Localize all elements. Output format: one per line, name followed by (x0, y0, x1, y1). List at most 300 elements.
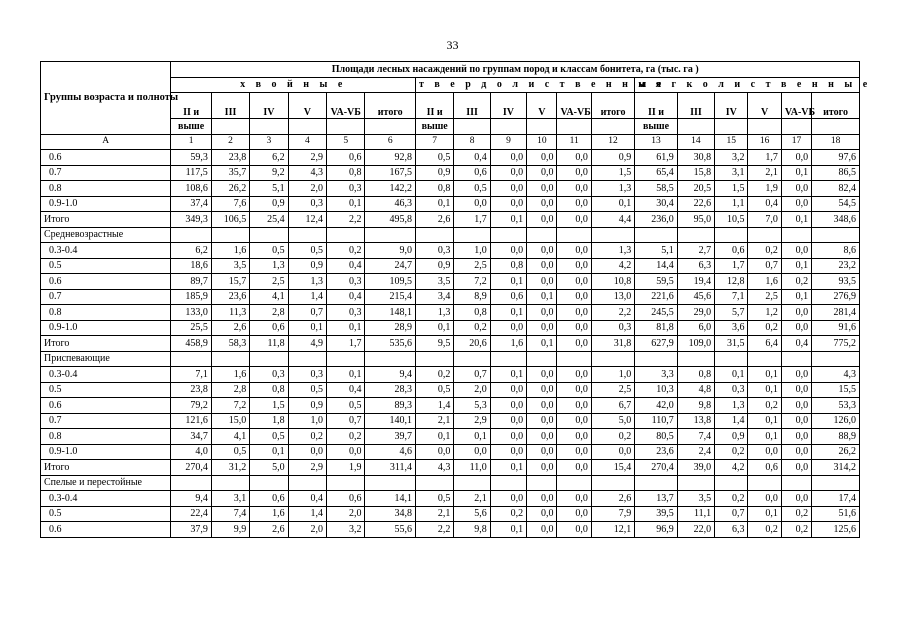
data-cell: 4,8 (677, 382, 714, 398)
data-cell: 4,1 (250, 289, 288, 305)
data-cell: 1,7 (748, 150, 781, 166)
data-cell: 5,1 (635, 243, 677, 259)
data-cell: 0,1 (490, 305, 526, 321)
class-header-cell: III (454, 93, 490, 119)
data-cell: 7,6 (211, 196, 249, 212)
data-cell: 42,0 (635, 398, 677, 414)
data-cell: 6,2 (250, 150, 288, 166)
data-cell: 7,4 (677, 429, 714, 445)
row-label: 0.8 (41, 181, 171, 197)
data-cell: 140,1 (365, 413, 416, 429)
data-cell: 0,0 (781, 491, 811, 507)
data-cell: 4,9 (288, 336, 326, 352)
data-cell: 0,0 (527, 506, 557, 522)
data-cell: 0,4 (781, 336, 811, 352)
data-cell: 0,1 (781, 289, 811, 305)
data-cell: 6,3 (715, 522, 748, 538)
column-number-cell: 3 (250, 134, 288, 150)
row-label: Итого (41, 336, 171, 352)
row-label: 0.7 (41, 413, 171, 429)
data-cell: 45,6 (677, 289, 714, 305)
data-cell: 12,1 (591, 522, 634, 538)
data-cell: 88,9 (812, 429, 860, 445)
data-cell: 2,2 (591, 305, 634, 321)
data-cell (454, 227, 490, 243)
data-cell: 3,1 (715, 165, 748, 181)
data-cell: 125,6 (812, 522, 860, 538)
data-cell (781, 351, 811, 367)
class-higher-cell (591, 119, 634, 135)
data-cell: 0,1 (748, 429, 781, 445)
class-higher-cell (365, 119, 416, 135)
data-cell: 0,2 (288, 429, 326, 445)
data-cell: 0,0 (490, 382, 526, 398)
data-cell: 0,5 (211, 444, 249, 460)
data-cell: 2,6 (211, 320, 249, 336)
data-cell: 0,0 (781, 243, 811, 259)
data-cell: 25,4 (250, 212, 288, 228)
class-higher-cell (527, 119, 557, 135)
data-cell: 34,8 (365, 506, 416, 522)
data-cell: 2,1 (454, 491, 490, 507)
data-cell: 1,6 (490, 336, 526, 352)
data-cell: 0,0 (557, 522, 591, 538)
column-number-cell: 1 (171, 134, 211, 150)
data-cell: 1,8 (250, 413, 288, 429)
data-cell: 0,2 (490, 506, 526, 522)
data-cell: 0,0 (781, 444, 811, 460)
column-number-cell: 11 (557, 134, 591, 150)
data-cell: 0,0 (781, 320, 811, 336)
data-cell: 39,0 (677, 460, 714, 476)
data-cell: 9,0 (365, 243, 416, 259)
data-cell: 23,8 (171, 382, 211, 398)
data-cell: 2,6 (250, 522, 288, 538)
data-cell: 79,2 (171, 398, 211, 414)
data-cell: 0,2 (748, 522, 781, 538)
data-cell (635, 351, 677, 367)
data-cell: 23,2 (812, 258, 860, 274)
data-cell (454, 351, 490, 367)
data-cell: 9,5 (415, 336, 453, 352)
data-cell: 0,0 (781, 382, 811, 398)
table-row (41, 475, 860, 491)
data-cell: 0,2 (781, 506, 811, 522)
class-header-cell: IV (250, 93, 288, 119)
class-header-cell: V (288, 93, 326, 119)
data-cell: 0,0 (591, 444, 634, 460)
data-cell: 0,0 (527, 258, 557, 274)
class-higher-cell (715, 119, 748, 135)
table-row (41, 382, 860, 398)
data-cell: 37,4 (171, 196, 211, 212)
data-cell: 0,6 (327, 150, 365, 166)
data-cell: 0,0 (490, 196, 526, 212)
data-cell (365, 227, 416, 243)
data-cell (415, 475, 453, 491)
data-cell: 0,0 (781, 196, 811, 212)
data-cell: 0,1 (490, 274, 526, 290)
species-group-softwood: м я г к о л и с т в е н н ы е (635, 77, 860, 93)
data-cell: 276,9 (812, 289, 860, 305)
data-cell: 0,1 (454, 429, 490, 445)
data-cell: 0,1 (715, 367, 748, 383)
data-cell: 245,5 (635, 305, 677, 321)
data-cell: 0,0 (557, 367, 591, 383)
data-cell: 15,5 (812, 382, 860, 398)
table-row (41, 413, 860, 429)
data-cell: 10,5 (715, 212, 748, 228)
data-cell: 0,0 (527, 274, 557, 290)
data-cell: 26,2 (211, 181, 249, 197)
data-cell: 0,8 (250, 382, 288, 398)
data-cell: 4,6 (365, 444, 416, 460)
data-cell: 1,3 (288, 274, 326, 290)
data-cell: 39,5 (635, 506, 677, 522)
data-cell (250, 227, 288, 243)
data-cell: 0,5 (415, 150, 453, 166)
data-cell: 0,1 (781, 258, 811, 274)
data-cell: 5,0 (591, 413, 634, 429)
data-cell: 0,0 (557, 196, 591, 212)
data-cell: 0,0 (490, 150, 526, 166)
data-cell: 1,4 (288, 289, 326, 305)
data-cell: 148,1 (365, 305, 416, 321)
data-cell: 0,1 (527, 289, 557, 305)
data-cell: 2,1 (748, 165, 781, 181)
data-cell: 1,7 (454, 212, 490, 228)
data-cell: 281,4 (812, 305, 860, 321)
data-cell: 3,5 (677, 491, 714, 507)
data-cell: 0,0 (527, 320, 557, 336)
class-higher-cell (557, 119, 591, 135)
data-cell: 0,4 (454, 150, 490, 166)
table-row (41, 289, 860, 305)
data-cell: 96,9 (635, 522, 677, 538)
data-cell: 142,2 (365, 181, 416, 197)
table-row (41, 305, 860, 321)
data-cell (748, 475, 781, 491)
column-number-cell: 12 (591, 134, 634, 150)
data-cell: 1,5 (715, 181, 748, 197)
data-cell: 0,4 (288, 491, 326, 507)
data-cell: 0,0 (527, 382, 557, 398)
data-cell: 3,6 (715, 320, 748, 336)
data-cell: 95,0 (677, 212, 714, 228)
data-cell: 82,4 (812, 181, 860, 197)
data-cell: 11,3 (211, 305, 249, 321)
class-header-cell: итого (812, 93, 860, 119)
data-cell: 0,1 (490, 367, 526, 383)
data-cell: 35,7 (211, 165, 249, 181)
page-number: 33 (446, 38, 459, 52)
data-cell: 0,6 (748, 460, 781, 476)
data-cell: 9,8 (454, 522, 490, 538)
table-body (41, 150, 860, 538)
data-cell: 4,0 (171, 444, 211, 460)
data-cell: 495,8 (365, 212, 416, 228)
data-cell (812, 227, 860, 243)
data-cell: 1,9 (748, 181, 781, 197)
data-cell: 0,0 (557, 289, 591, 305)
data-cell: 22,6 (677, 196, 714, 212)
class-higher-cell (250, 119, 288, 135)
table-row (41, 227, 860, 243)
column-number-cell: 10 (527, 134, 557, 150)
data-cell: 0,1 (327, 367, 365, 383)
class-header-cell: III (211, 93, 249, 119)
table-row (41, 522, 860, 538)
data-cell: 92,8 (365, 150, 416, 166)
data-cell: 1,4 (288, 506, 326, 522)
data-cell: 6,0 (677, 320, 714, 336)
data-cell: 0,1 (591, 196, 634, 212)
data-cell: 2,2 (415, 522, 453, 538)
data-cell: 2,5 (454, 258, 490, 274)
data-cell (288, 475, 326, 491)
data-cell: 5,0 (250, 460, 288, 476)
data-cell: 0,0 (527, 413, 557, 429)
column-number-cell: 9 (490, 134, 526, 150)
data-cell: 2,9 (454, 413, 490, 429)
data-cell (171, 227, 211, 243)
data-cell: 117,5 (171, 165, 211, 181)
class-higher-cell (211, 119, 249, 135)
data-cell: 0,0 (527, 460, 557, 476)
data-cell: 2,0 (327, 506, 365, 522)
data-cell: 4,3 (812, 367, 860, 383)
data-cell: 0,0 (454, 444, 490, 460)
data-cell (715, 227, 748, 243)
data-cell: 0,0 (527, 522, 557, 538)
data-cell: 11,1 (677, 506, 714, 522)
data-cell (557, 475, 591, 491)
data-cell: 1,7 (327, 336, 365, 352)
data-cell: 0,2 (715, 444, 748, 460)
data-cell: 2,2 (327, 212, 365, 228)
data-cell: 80,5 (635, 429, 677, 445)
row-label: 0.9-1.0 (41, 320, 171, 336)
data-cell: 1,1 (715, 196, 748, 212)
data-cell: 0,0 (527, 150, 557, 166)
data-cell: 0,1 (748, 367, 781, 383)
row-label: 0.8 (41, 305, 171, 321)
column-number-row (41, 134, 860, 150)
data-cell: 0,0 (527, 243, 557, 259)
row-label: 0.9-1.0 (41, 196, 171, 212)
data-cell: 1,5 (591, 165, 634, 181)
data-cell: 0,3 (715, 382, 748, 398)
data-cell: 4,1 (211, 429, 249, 445)
data-cell: 0,0 (781, 398, 811, 414)
column-number-cell: А (41, 134, 171, 150)
data-cell: 7,0 (748, 212, 781, 228)
data-cell: 167,5 (365, 165, 416, 181)
data-cell: 7,1 (171, 367, 211, 383)
data-cell: 0,0 (415, 444, 453, 460)
data-cell: 58,3 (211, 336, 249, 352)
data-cell: 37,9 (171, 522, 211, 538)
data-cell: 31,2 (211, 460, 249, 476)
data-cell: 2,9 (288, 150, 326, 166)
data-cell: 65,4 (635, 165, 677, 181)
data-cell: 1,0 (591, 367, 634, 383)
table-row (41, 243, 860, 259)
data-cell (288, 351, 326, 367)
data-cell (527, 227, 557, 243)
data-cell: 0,7 (288, 305, 326, 321)
data-cell: 13,7 (635, 491, 677, 507)
column-number-cell: 5 (327, 134, 365, 150)
data-cell: 0,4 (327, 382, 365, 398)
data-cell: 46,3 (365, 196, 416, 212)
data-cell: 0,3 (327, 181, 365, 197)
data-cell (635, 227, 677, 243)
class-higher-cell (327, 119, 365, 135)
data-cell: 0,5 (415, 491, 453, 507)
data-cell: 221,6 (635, 289, 677, 305)
data-cell: 0,1 (415, 320, 453, 336)
data-cell: 0,0 (557, 165, 591, 181)
data-cell: 59,5 (635, 274, 677, 290)
data-cell (211, 351, 249, 367)
data-cell: 0,0 (557, 305, 591, 321)
data-cell: 91,6 (812, 320, 860, 336)
data-cell: 31,8 (591, 336, 634, 352)
data-cell: 0,0 (557, 274, 591, 290)
class-header-cell: III (677, 93, 714, 119)
data-cell: 0,0 (781, 181, 811, 197)
table-row (41, 506, 860, 522)
data-cell: 0,3 (288, 367, 326, 383)
data-cell: 1,3 (715, 398, 748, 414)
data-cell: 2,0 (288, 522, 326, 538)
data-cell: 28,3 (365, 382, 416, 398)
class-header-cell: IV (715, 93, 748, 119)
class-higher-cell (454, 119, 490, 135)
data-cell: 14,1 (365, 491, 416, 507)
column-number-cell: 18 (812, 134, 860, 150)
data-cell: 0,0 (557, 460, 591, 476)
data-cell: 0,0 (527, 367, 557, 383)
data-cell: 0,2 (748, 398, 781, 414)
class-higher-cell (490, 119, 526, 135)
row-label: 0.3-0.4 (41, 243, 171, 259)
data-cell (591, 351, 634, 367)
row-label: 0.6 (41, 150, 171, 166)
data-cell: 0,0 (490, 398, 526, 414)
class-higher-cell: выше (171, 119, 211, 135)
data-cell: 0,5 (454, 181, 490, 197)
column-number-cell: 2 (211, 134, 249, 150)
data-cell: 8,9 (454, 289, 490, 305)
data-cell: 1,7 (715, 258, 748, 274)
data-cell: 1,6 (748, 274, 781, 290)
data-cell: 0,9 (715, 429, 748, 445)
data-cell: 0,2 (327, 243, 365, 259)
data-cell: 7,1 (715, 289, 748, 305)
data-cell: 5,6 (454, 506, 490, 522)
data-cell: 14,4 (635, 258, 677, 274)
data-cell: 3,4 (415, 289, 453, 305)
data-cell: 9,4 (171, 491, 211, 507)
data-cell: 30,4 (635, 196, 677, 212)
data-cell: 3,5 (211, 258, 249, 274)
data-cell: 9,8 (677, 398, 714, 414)
data-cell: 31,5 (715, 336, 748, 352)
data-cell (812, 475, 860, 491)
data-cell: 12,8 (715, 274, 748, 290)
data-cell: 4,4 (591, 212, 634, 228)
data-cell: 110,7 (635, 413, 677, 429)
data-cell (211, 227, 249, 243)
data-cell: 0,5 (250, 429, 288, 445)
data-cell (250, 475, 288, 491)
data-cell: 270,4 (171, 460, 211, 476)
data-cell (781, 475, 811, 491)
data-cell (812, 351, 860, 367)
data-cell: 0,0 (781, 367, 811, 383)
table-row (41, 429, 860, 445)
row-label: Итого (41, 212, 171, 228)
class-header-cell: II и (415, 93, 453, 119)
data-cell: 458,9 (171, 336, 211, 352)
data-cell: 0,0 (288, 444, 326, 460)
data-cell: 109,5 (365, 274, 416, 290)
data-cell: 0,1 (415, 196, 453, 212)
data-cell: 0,0 (527, 305, 557, 321)
data-cell: 0,0 (748, 491, 781, 507)
data-cell: 0,0 (748, 444, 781, 460)
data-cell: 0,4 (327, 258, 365, 274)
data-cell: 0,0 (557, 243, 591, 259)
data-cell: 1,3 (415, 305, 453, 321)
data-cell: 19,4 (677, 274, 714, 290)
data-cell: 0,0 (557, 181, 591, 197)
data-cell: 1,6 (211, 243, 249, 259)
column-number-cell: 7 (415, 134, 453, 150)
class-higher-cell (781, 119, 811, 135)
data-cell: 2,9 (288, 460, 326, 476)
data-cell: 0,3 (250, 367, 288, 383)
data-cell: 0,1 (327, 320, 365, 336)
data-cell: 0,2 (715, 491, 748, 507)
data-cell (490, 351, 526, 367)
data-cell: 54,5 (812, 196, 860, 212)
row-label: 0.6 (41, 274, 171, 290)
row-label: 0.8 (41, 429, 171, 445)
data-cell: 0,1 (415, 429, 453, 445)
class-header-cell: VA-VБ (327, 93, 365, 119)
data-cell (415, 227, 453, 243)
data-cell: 0,8 (490, 258, 526, 274)
data-cell: 11,0 (454, 460, 490, 476)
species-group-coniferous: х в о й н ы е (171, 77, 416, 93)
data-cell: 236,0 (635, 212, 677, 228)
data-cell: 0,9 (415, 258, 453, 274)
data-cell (288, 227, 326, 243)
data-cell: 2,8 (250, 305, 288, 321)
data-cell: 0,3 (327, 274, 365, 290)
data-cell: 29,0 (677, 305, 714, 321)
column-number-cell: 16 (748, 134, 781, 150)
data-cell: 0,0 (490, 429, 526, 445)
data-cell: 0,0 (527, 491, 557, 507)
data-cell: 1,9 (327, 460, 365, 476)
data-cell: 9,4 (365, 367, 416, 383)
header-title-row (41, 62, 860, 78)
table-row (41, 491, 860, 507)
